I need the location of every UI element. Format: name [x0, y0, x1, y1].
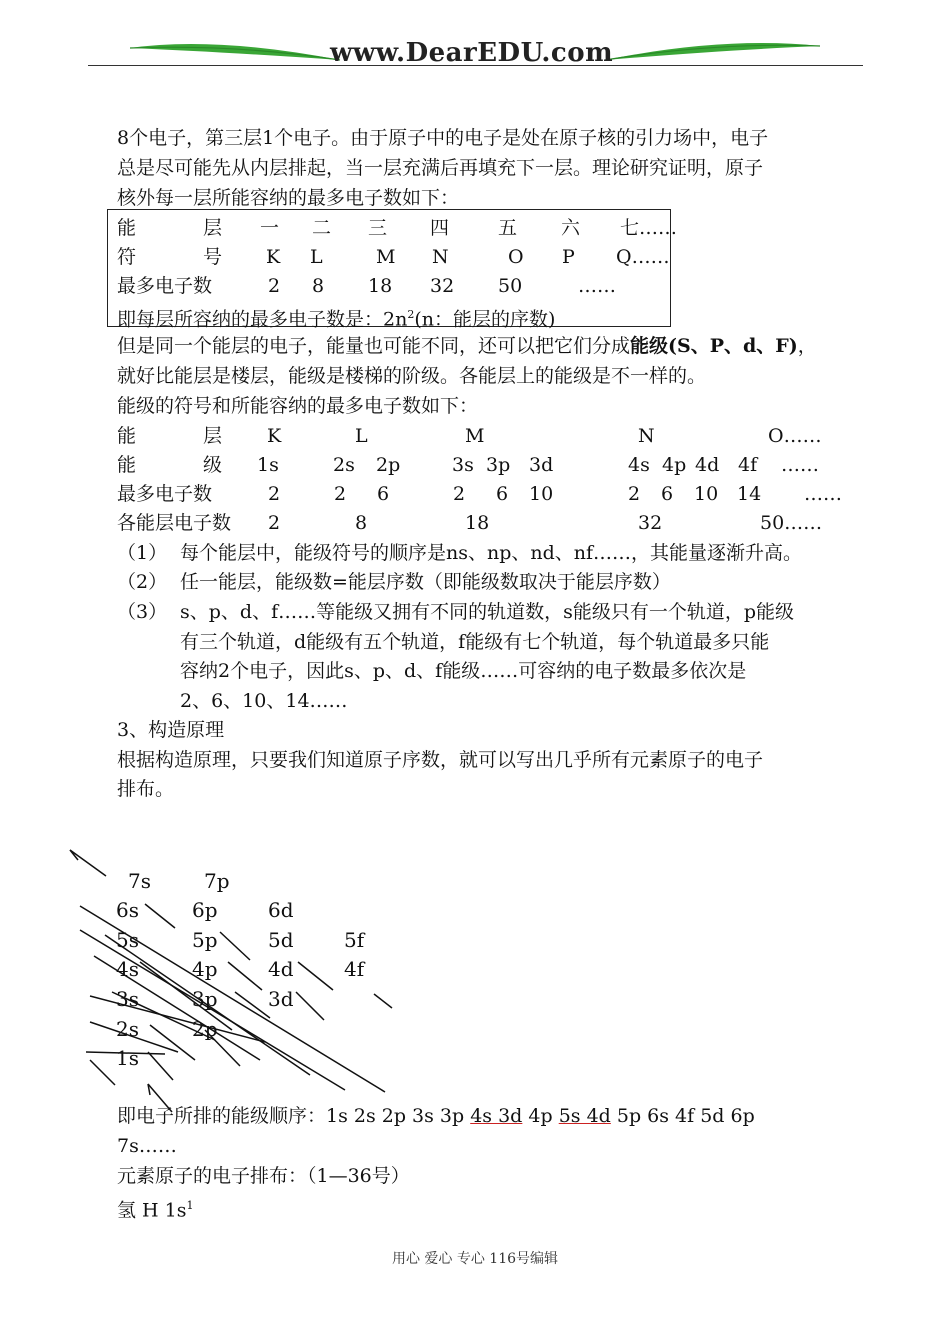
hydrogen-config-text: 氢 H 1s	[117, 1199, 187, 1222]
section3-body-2: 排布。	[117, 778, 175, 800]
shell-row1-c4: 三	[368, 217, 388, 239]
section3-title: 3、构造原理	[117, 719, 225, 741]
shell-row3-c4: 32	[430, 275, 455, 297]
para4: 能级的符号和所能容纳的最多电子数如下：	[117, 395, 479, 417]
level-5p: 5p	[192, 928, 218, 952]
level-6d: 6d	[268, 898, 294, 922]
filling-order-line1	[117, 1101, 755, 1131]
order-mid: 4p	[522, 1105, 559, 1127]
shell-row3-c1: 2	[268, 275, 281, 297]
site-logo: www.DearEDU.com	[330, 38, 614, 68]
sub-r2-c10: 4d	[695, 454, 720, 476]
sub-r2-c8: 4s	[628, 454, 650, 476]
order-suffix: 5p 6s 4f 5d 6p	[610, 1105, 755, 1127]
level-7p: 7p	[204, 869, 230, 893]
shell-row1-c3: 二	[312, 217, 332, 239]
shell-formula-pre: 即每层所容纳的最多电子数是：2n	[117, 308, 408, 331]
para2-bold: 能级(S、P、d、F)	[630, 335, 798, 357]
sub-r4-c0: 各能层电子数	[117, 512, 232, 534]
intro-line-2: 总是尽可能先从内层排起，当一层充满后再填充下一层。理论研究证明，原子	[117, 157, 764, 179]
shell-row1-c1: 层	[203, 217, 223, 239]
sub-r3-c8: 6	[661, 483, 674, 505]
page-footer: 用心 爱心 专心 116号编辑	[391, 1251, 559, 1267]
shell-formula-sup: 2	[407, 308, 415, 321]
filling-order-line2: 7s……	[117, 1135, 177, 1157]
level-4s: 4s	[116, 957, 139, 981]
level-5f: 5f	[344, 928, 365, 952]
sub-r2-c1: 级	[203, 454, 223, 476]
level-4f: 4f	[344, 957, 365, 981]
sub-r3-c2: 2	[334, 483, 347, 505]
shell-row3-c0: 最多电子数	[117, 275, 213, 297]
sub-r4-c1: 2	[268, 512, 281, 534]
sub-r2-c3: 2s	[333, 454, 355, 476]
level-7s: 7s	[128, 869, 151, 893]
order-prefix: 即电子所排的能级顺序：1s 2s 2p 3s 3p	[117, 1105, 471, 1127]
sub-r1-c0: 能	[117, 425, 137, 447]
sub-r3-c0: 最多电子数	[117, 483, 213, 505]
intro-line-1: 8个电子，第三层1个电子。由于原子中的电子是处在原子核的引力场中，电子	[117, 127, 769, 149]
sub-r3-c10: 14	[737, 483, 762, 505]
sub-r3-c1: 2	[268, 483, 281, 505]
hydrogen-config-sup: 1	[186, 1199, 194, 1212]
note3-line3: 容纳2个电子，因此s、p、d、f能级……可容纳的电子数最多依次是	[180, 660, 747, 682]
shell-row1-c6: 五	[498, 217, 518, 239]
level-6s: 6s	[116, 898, 139, 922]
para3: 就好比能层是楼层，能级是楼梯的阶级。各能层上的能级是不一样的。	[117, 365, 707, 387]
intro-line-3: 核外每一层所能容纳的最多电子数如下：	[117, 187, 460, 209]
note3-line2: 有三个轨道，d能级有五个轨道，f能级有七个轨道，每个轨道最多只能	[180, 631, 770, 653]
sub-r2-c0: 能	[117, 454, 137, 476]
sub-r2-c2: 1s	[257, 454, 279, 476]
para2-a: 但是同一个能层的电子，能量也可能不同，还可以把它们分成	[117, 335, 631, 357]
sub-r4-c3: 18	[465, 512, 490, 534]
shell-row3-c5: 50	[498, 275, 523, 297]
shell-row2-c3: L	[310, 246, 323, 268]
sub-r3-c5: 6	[496, 483, 509, 505]
level-5s: 5s	[116, 928, 139, 952]
sub-r3-c9: 10	[694, 483, 719, 505]
shell-row2-c5: N	[432, 246, 449, 268]
sub-r2-c7: 3d	[529, 454, 554, 476]
sub-r1-c5: N	[638, 425, 655, 447]
sub-r4-c4: 32	[638, 512, 663, 534]
para2-c: ，	[797, 335, 817, 357]
note3-number: （3）	[117, 601, 168, 623]
hydrogen-config	[117, 1191, 194, 1225]
config-title: 元素原子的电子排布：（1—36号）	[117, 1165, 410, 1187]
sub-r2-c11: 4f	[738, 454, 758, 476]
sub-r3-c4: 2	[453, 483, 466, 505]
section3-body-1: 根据构造原理，只要我们知道原子序数，就可以写出几乎所有元素原子的电子	[117, 749, 764, 771]
shell-row2-c1: 号	[203, 246, 223, 268]
note3-line4: 2、6、10、14……	[180, 690, 348, 712]
shell-row3-c6: ……	[578, 275, 616, 297]
shell-row3-c2: 8	[312, 275, 325, 297]
level-4d: 4d	[268, 957, 294, 981]
note1-number: （1）	[117, 542, 168, 564]
level-6p: 6p	[192, 898, 218, 922]
sub-r2-c5: 3s	[452, 454, 474, 476]
level-3p: 3p	[192, 987, 218, 1011]
shell-row2-c0: 符	[117, 246, 137, 268]
shell-row2-c8: Q……	[616, 246, 670, 268]
note2-text: 任一能层，能级数=能层序数（即能级数取决于能层序数）	[180, 571, 671, 593]
level-3s: 3s	[116, 987, 139, 1011]
sub-r2-c9: 4p	[662, 454, 687, 476]
level-3d: 3d	[268, 987, 294, 1011]
sub-r3-c6: 10	[529, 483, 554, 505]
shell-row1-c8: 七……	[620, 217, 678, 239]
shell-row2-c4: M	[376, 246, 396, 268]
level-1s: 1s	[116, 1046, 139, 1070]
sub-r2-c6: 3p	[486, 454, 511, 476]
sub-r1-c1: 层	[203, 425, 223, 447]
sub-r1-c4: M	[465, 425, 485, 447]
level-5d: 5d	[268, 928, 294, 952]
order-underlined-2: 5s 4d	[558, 1105, 611, 1127]
sub-r1-c3: L	[355, 425, 368, 447]
shell-row1-c5: 四	[430, 217, 450, 239]
sub-r4-c5: 50……	[760, 512, 823, 534]
shell-row1-c2: 一	[260, 217, 280, 239]
shell-formula-post: (n：能层的序数)	[414, 308, 556, 331]
shell-row2-c7: P	[562, 246, 575, 268]
order-underlined-1: 4s 3d	[470, 1105, 523, 1127]
level-2s: 2s	[116, 1017, 139, 1041]
shell-row2-c2: K	[266, 246, 281, 268]
sub-r3-c7: 2	[628, 483, 641, 505]
sub-r2-c4: 2p	[376, 454, 401, 476]
shell-row2-c6: O	[508, 246, 524, 268]
note1-text: 每个能层中，能级符号的顺序是ns、np、nd、nf……，其能量逐渐升高。	[180, 542, 803, 564]
shell-row1-c0: 能	[117, 217, 137, 239]
sub-r3-c11: ……	[804, 483, 842, 505]
level-2p: 2p	[192, 1017, 218, 1041]
note3-line1: s、p、d、f……等能级又拥有不同的轨道数，s能级只有一个轨道，p能级	[180, 601, 795, 623]
sub-r4-c2: 8	[355, 512, 368, 534]
shell-row1-c7: 六	[561, 217, 581, 239]
level-4p: 4p	[192, 957, 218, 981]
sub-r3-c3: 6	[377, 483, 390, 505]
sub-r1-c2: K	[267, 425, 282, 447]
shell-row3-c3: 18	[368, 275, 393, 297]
sub-r2-c12: ……	[781, 454, 819, 476]
sub-r1-c6: O……	[768, 425, 822, 447]
note2-number: （2）	[117, 571, 168, 593]
